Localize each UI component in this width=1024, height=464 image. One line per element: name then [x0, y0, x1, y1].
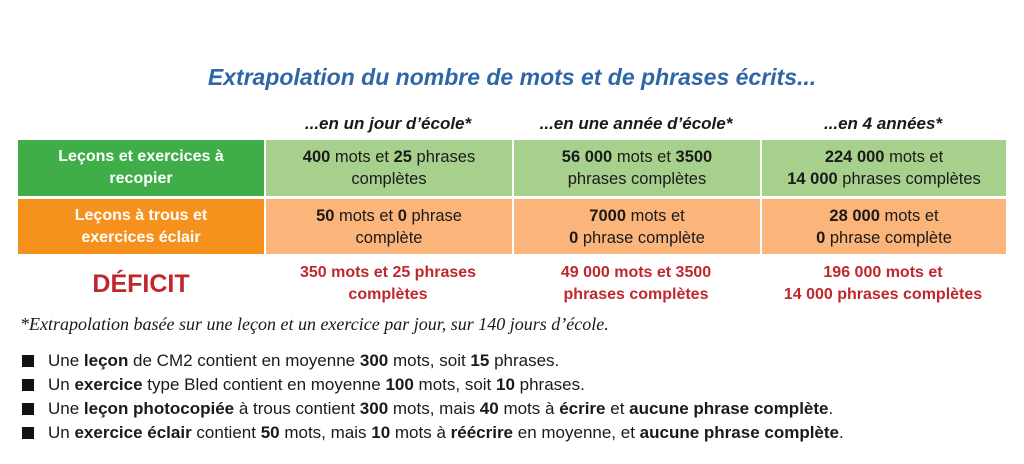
emphasis-text: 15 [470, 351, 490, 370]
plain-text: . [839, 423, 844, 442]
deficit-label: DÉFICIT [92, 270, 190, 298]
list-item [22, 349, 1012, 373]
plain-text: mots, soit [413, 375, 496, 394]
table-row-recopier [18, 140, 1006, 196]
bullet-list [22, 349, 1012, 445]
emphasis-text: exercice éclair [74, 423, 192, 442]
table-row-trous [18, 199, 1006, 254]
plain-text: contient [191, 423, 261, 442]
plain-text: mots, mais [388, 399, 480, 418]
emphasis-text: écrire [559, 399, 606, 418]
plain-text: mots, mais [279, 423, 372, 442]
cell-text: 196 000 mots et [823, 264, 943, 281]
emphasis-text: exercice [74, 375, 143, 394]
cell-number: 400 [302, 148, 331, 166]
cell-text: phrases [411, 148, 476, 166]
table-row-deficit [18, 258, 1006, 310]
plain-text: Une [48, 399, 84, 418]
emphasis-text: leçon photocopiée [83, 399, 235, 418]
deficit-cell [264, 258, 512, 310]
row-label-line: Leçons à trous et [74, 206, 208, 224]
plain-text: . [828, 399, 834, 418]
row-label-line: Leçons et exercices à [58, 148, 224, 165]
plain-text: mots à [390, 423, 451, 442]
emphasis-text: 50 [260, 423, 280, 442]
emphasis-text: 10 [371, 423, 391, 442]
row-label-trous [18, 199, 264, 254]
list-item [22, 373, 1012, 397]
plain-text: Un [48, 423, 75, 442]
square-bullet-icon [22, 427, 34, 439]
cell-text: complète [355, 228, 423, 247]
cell-text: mots et [334, 206, 398, 225]
cell-text: mots et [612, 148, 676, 166]
plain-text: Une [48, 351, 84, 370]
cell-number: 14 000 [787, 170, 838, 188]
plain-text: phrases. [514, 375, 585, 394]
cell-text: phrase complète [825, 228, 952, 247]
column-header-4-years: ...en 4 années* [823, 114, 943, 133]
cell-text: phrase complète [578, 228, 705, 247]
cell-text: phrases complètes [567, 170, 707, 188]
cell-number: 56 000 [561, 148, 613, 166]
emphasis-text: 40 [479, 399, 499, 418]
cell-text: complètes [351, 170, 427, 188]
list-item-text [48, 399, 833, 419]
cell-text: mots et [330, 148, 394, 166]
cell-number: 25 [393, 148, 412, 166]
row-label-line: exercices éclair [81, 228, 201, 246]
table-cell [512, 199, 760, 254]
cell-text: phrase [406, 206, 462, 225]
table-cell [760, 199, 1006, 254]
list-item-text [48, 351, 559, 371]
table-cell [264, 199, 512, 254]
plain-text: et [605, 399, 630, 418]
square-bullet-icon [22, 403, 34, 415]
cell-number: 28 000 [829, 206, 880, 225]
cell-number: 0 [569, 228, 579, 247]
plain-text: Un [48, 375, 75, 394]
cell-text: 49 000 mots et 3500 [560, 264, 712, 281]
square-bullet-icon [22, 379, 34, 391]
emphasis-text: leçon [83, 351, 129, 370]
plain-text: de CM2 contient en moyenne [128, 351, 360, 370]
cell-text: phrases complètes [837, 170, 981, 188]
plain-text: à trous contient [234, 399, 360, 418]
cell-text: complètes [348, 286, 428, 303]
row-label-recopier [18, 140, 264, 196]
cell-text: phrases complètes [563, 286, 709, 303]
cell-text: mots et [626, 206, 685, 225]
cell-text: mots et [879, 206, 939, 225]
plain-text: en moyenne, et [513, 423, 640, 442]
table-cell [264, 140, 512, 196]
cell-text: 14 000 phrases complètes [783, 286, 983, 303]
deficit-cell [760, 258, 1006, 310]
emphasis-text: 100 [385, 375, 414, 394]
cell-number: 3500 [675, 148, 713, 166]
emphasis-text: 300 [359, 351, 389, 370]
plain-text: type Bled contient en moyenne [142, 375, 386, 394]
cell-number: 0 [397, 206, 407, 225]
cell-number: 7000 [589, 206, 627, 225]
row-label-line: recopier [109, 170, 173, 187]
cell-text: mots et [884, 148, 944, 166]
plain-text: mots, soit [388, 351, 471, 370]
emphasis-text: 10 [496, 375, 515, 394]
table-cell [512, 140, 760, 196]
emphasis-text: 300 [359, 399, 389, 418]
list-item-text [48, 375, 585, 395]
column-header-day: ...en un jour d’école* [304, 114, 472, 133]
page-title: Extrapolation du nombre de mots et de phrases écrits... [207, 64, 817, 90]
cell-number: 224 000 [824, 148, 885, 166]
list-item [22, 397, 1012, 421]
list-item [22, 421, 1012, 445]
footnote: *Extrapolation basée sur une leçon et un exercice par jour, sur 140 jours d’école. [20, 314, 609, 334]
table-cell [760, 140, 1006, 196]
emphasis-text: aucune phrase complète [629, 399, 829, 418]
emphasis-text: aucune phrase complète [639, 423, 839, 442]
square-bullet-icon [22, 355, 34, 367]
deficit-cell [512, 258, 760, 310]
emphasis-text: réécrire [450, 423, 514, 442]
cell-text: 350 mots et 25 phrases [299, 264, 477, 281]
plain-text: phrases. [489, 351, 560, 370]
column-header-year: ...en une année d’école* [539, 114, 733, 133]
plain-text: mots à [498, 399, 560, 418]
cell-number: 0 [816, 228, 826, 247]
cell-number: 50 [316, 206, 335, 225]
list-item-text [48, 423, 844, 443]
